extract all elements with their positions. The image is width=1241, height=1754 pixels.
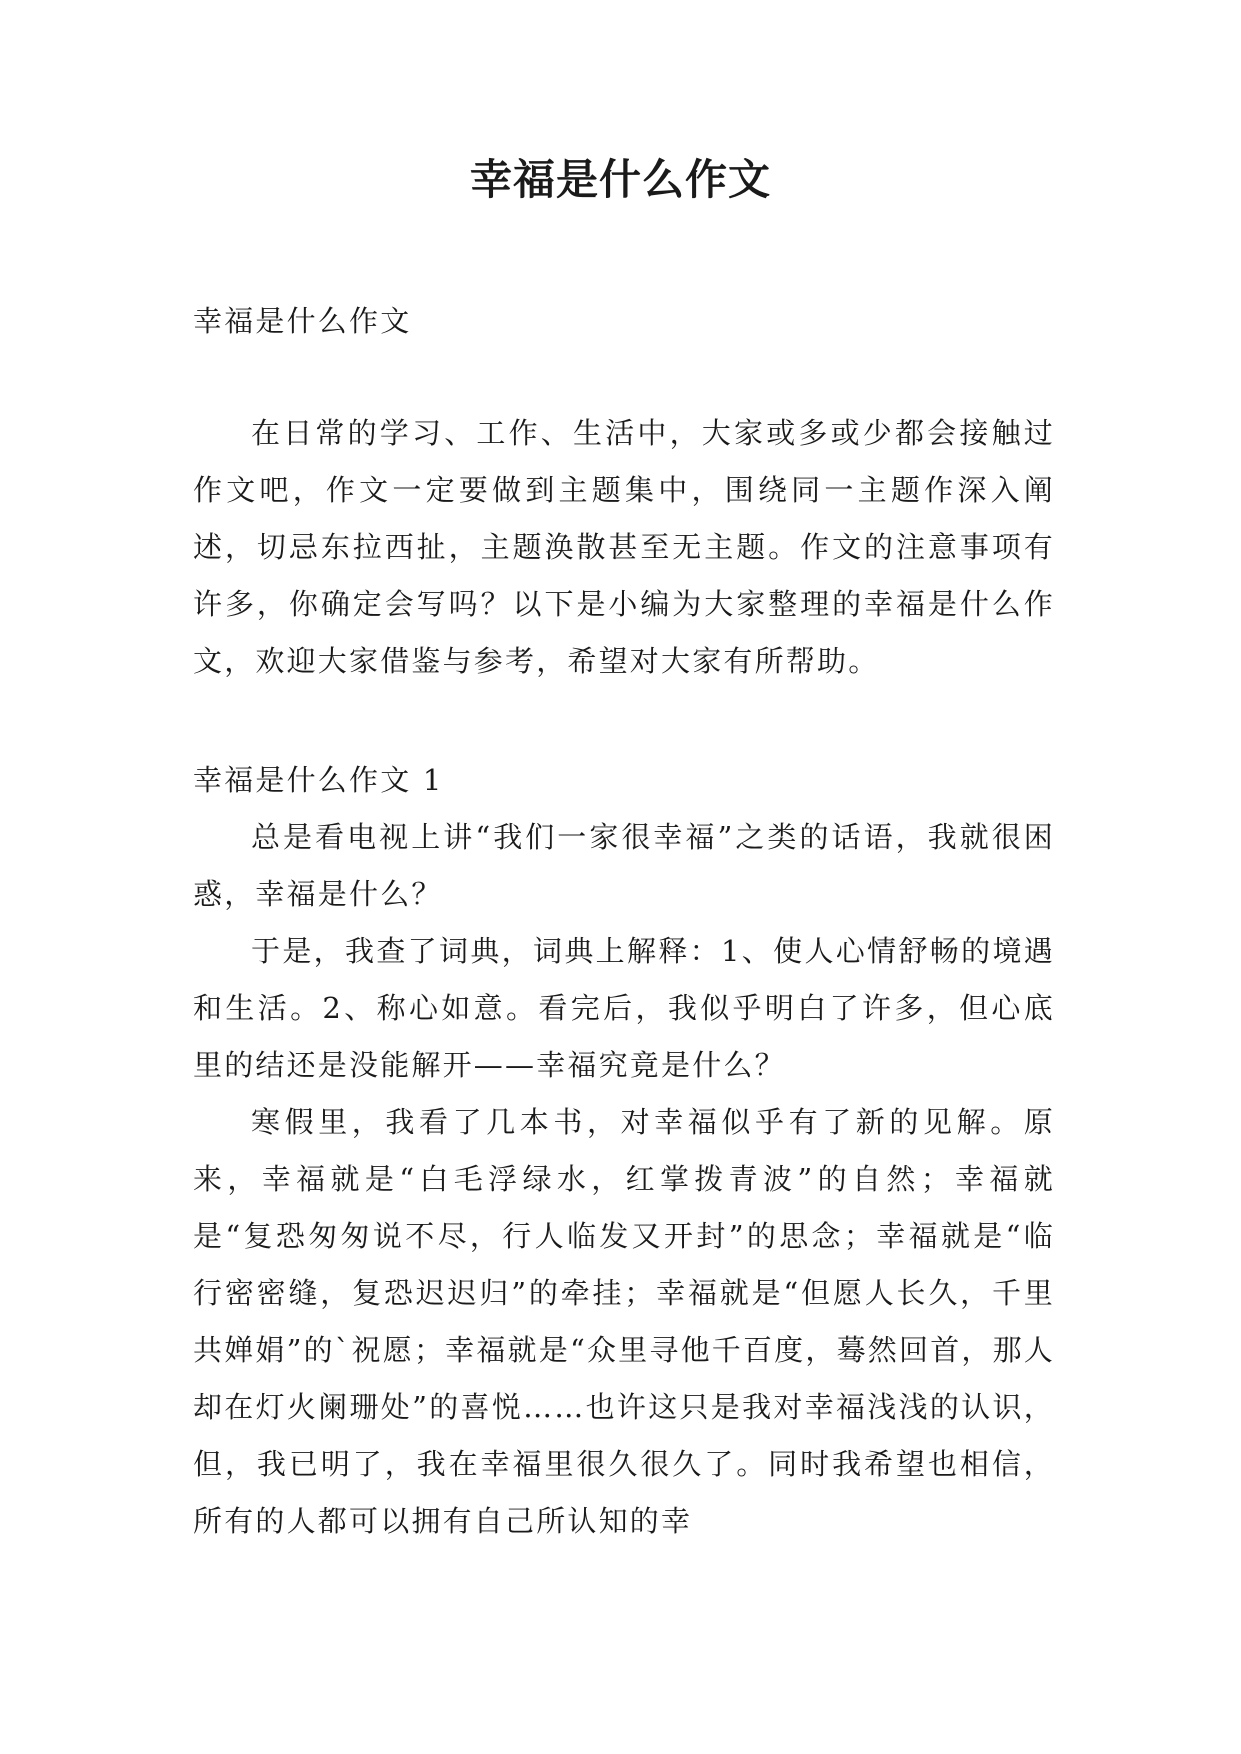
body-paragraph: 总是看电视上讲“我们一家很幸福”之类的话语，我就很困惑，幸福是什么？ (193, 820, 1055, 911)
section-body (193, 809, 1055, 1550)
body-paragraph: 寒假里，我看了几本书，对幸福似乎有了新的见解。原来，幸福就是“白毛浮绿水，红掌拨青波”的自然；幸福就是“复恐匆匆说不尽，行人临发又开封”的思念；幸福就是“临行密密缝，复恐迟迟归”的牵挂；幸福就是“但愿人长久，千里共婵娟”的`祝愿；幸福就是“众里寻他千百度，蓦然回首，那人却在灯火阑珊处”的喜悦……也许这只是我对幸福浅浅的认识，但，我已明了，我在幸福里很久很久了。同时我希望也相信，所有的人都可以拥有自己所认知的幸 (193, 1105, 1055, 1538)
intro-paragraph: 在日常的学习、工作、生活中，大家或多或少都会接触过作文吧，作文一定要做到主题集中，围绕同一主题作深入阐述，切忌东拉西扯，主题涣散甚至无主题。作文的注意事项有许多，你确定会写吗？以下是小编为大家整理的幸福是什么作文，欢迎大家借鉴与参考，希望对大家有所帮助。 (193, 416, 1055, 678)
document-title: 幸福是什么作文 (469, 155, 771, 204)
section-heading: 幸福是什么作文 1 (193, 763, 444, 797)
body-paragraph: 于是，我查了词典，词典上解释：1、使人心情舒畅的境遇和生活。2、称心如意。看完后，我似乎明白了许多，但心底里的结还是没能解开——幸福究竟是什么？ (193, 934, 1055, 1082)
document-subtitle: 幸福是什么作文 (193, 304, 412, 338)
